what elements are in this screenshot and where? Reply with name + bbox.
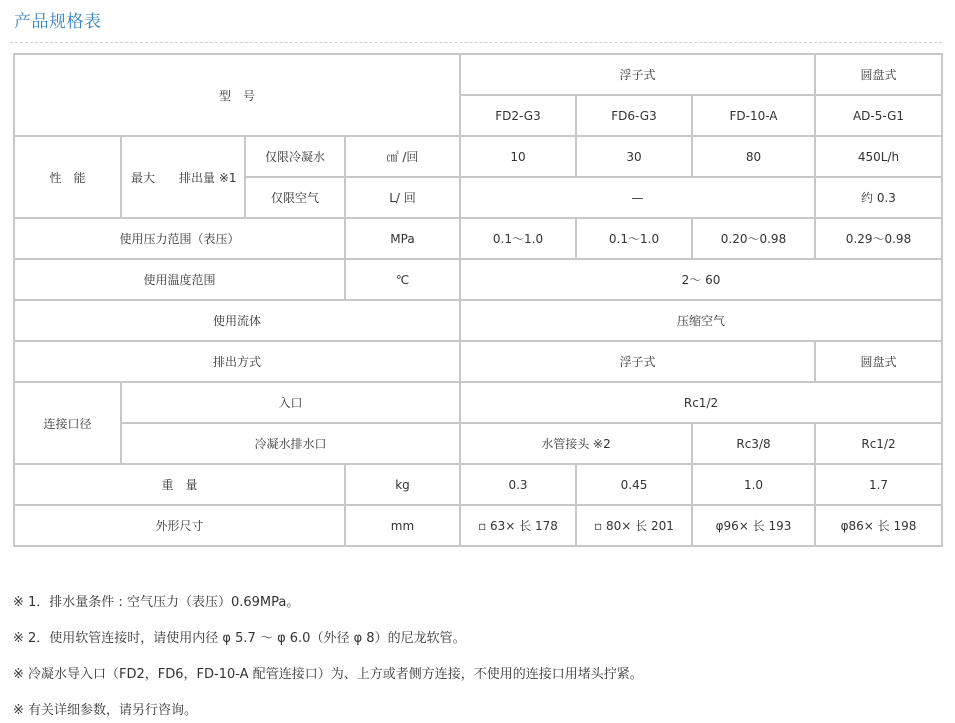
value-cell: 压缩空气 — [460, 300, 942, 341]
footnote-discharge-condition: ※ 1．排水量条件 : 空气压力（表压）0.69MPa。 — [13, 595, 300, 610]
fluid-label: 使用流体 — [14, 300, 460, 341]
value-cell: 1.7 — [815, 464, 942, 505]
table-row — [14, 300, 942, 341]
pressure-label: 使用压力范围（表压） — [14, 218, 345, 259]
float-type-header: 浮子式 — [460, 54, 815, 95]
condensate-unit: ㎤ /回 — [345, 136, 460, 177]
dimensions-unit: mm — [345, 505, 460, 546]
temperature-unit: ℃ — [345, 259, 460, 300]
footnote-inquiry: ※ 有关详细参数，请另行咨询。 — [13, 703, 198, 718]
drain-outlet-label: 冷凝水排水口 — [121, 423, 460, 464]
inlet-label: 入口 — [121, 382, 460, 423]
value-cell: — — [460, 177, 815, 218]
weight-unit: kg — [345, 464, 460, 505]
table-row — [14, 464, 942, 505]
model-cell: FD-10-A — [692, 95, 815, 136]
table-row — [14, 218, 942, 259]
value-cell: 0.20～0.98 — [692, 218, 815, 259]
value-cell: φ96× 长 193 — [692, 505, 815, 546]
value-cell: Rc3/8 — [692, 423, 815, 464]
title-divider — [10, 42, 942, 43]
value-cell: ▫ 63× 长 178 — [460, 505, 576, 546]
spec-table — [13, 53, 943, 547]
pressure-unit: MPa — [345, 218, 460, 259]
model-cell: FD6-G3 — [576, 95, 692, 136]
performance-label: 性 能 — [14, 136, 121, 218]
value-cell: 浮子式 — [460, 341, 815, 382]
value-cell: 80 — [692, 136, 815, 177]
value-cell: Rc1/2 — [460, 382, 942, 423]
footnote-inlet-connection: ※ 冷凝水导入口（FD2，FD6，FD-10-A 配管连接口）为、上方或者侧方连接，不使用的连接口用堵头拧紧。 — [13, 667, 643, 682]
weight-label: 重 量 — [14, 464, 345, 505]
value-cell: 0.3 — [460, 464, 576, 505]
value-cell: 30 — [576, 136, 692, 177]
value-cell: 2～ 60 — [460, 259, 942, 300]
max-discharge-label: 最大 排出量 ※1 — [121, 136, 245, 218]
table-row — [14, 259, 942, 300]
value-cell: 0.45 — [576, 464, 692, 505]
disc-type-header: 圆盘式 — [815, 54, 942, 95]
table-row — [14, 423, 942, 464]
model-cell: FD2-G3 — [460, 95, 576, 136]
air-unit: L/ 回 — [345, 177, 460, 218]
value-cell: 水管接头 ※2 — [460, 423, 692, 464]
table-row — [14, 136, 942, 177]
value-cell: ▫ 80× 长 201 — [576, 505, 692, 546]
table-row — [14, 382, 942, 423]
value-cell: 0.1～1.0 — [460, 218, 576, 259]
dimensions-label: 外形尺寸 — [14, 505, 345, 546]
table-row — [14, 505, 942, 546]
value-cell: 约 0.3 — [815, 177, 942, 218]
value-cell: 0.29～0.98 — [815, 218, 942, 259]
value-cell: 450L/h — [815, 136, 942, 177]
air-only-label: 仅限空气 — [245, 177, 345, 218]
value-cell: φ86× 长 198 — [815, 505, 942, 546]
table-row — [14, 54, 942, 95]
discharge-label: 排出方式 — [14, 341, 460, 382]
value-cell: 圆盘式 — [815, 341, 942, 382]
temperature-label: 使用温度范围 — [14, 259, 345, 300]
connection-label: 连接口径 — [14, 382, 121, 464]
value-cell: Rc1/2 — [815, 423, 942, 464]
model-cell: AD-5-G1 — [815, 95, 942, 136]
page-title: 产品规格表 — [14, 12, 102, 32]
value-cell: 0.1～1.0 — [576, 218, 692, 259]
value-cell: 10 — [460, 136, 576, 177]
value-cell: 1.0 — [692, 464, 815, 505]
footnote-hose-connection: ※ 2．使用软管连接时，请使用内径 φ 5.7 ～ φ 6.0（外径 φ 8）的尼龙软管。 — [13, 631, 466, 646]
condensate-only-label: 仅限冷凝水 — [245, 136, 345, 177]
table-row — [14, 341, 942, 382]
model-header: 型 号 — [14, 54, 460, 136]
